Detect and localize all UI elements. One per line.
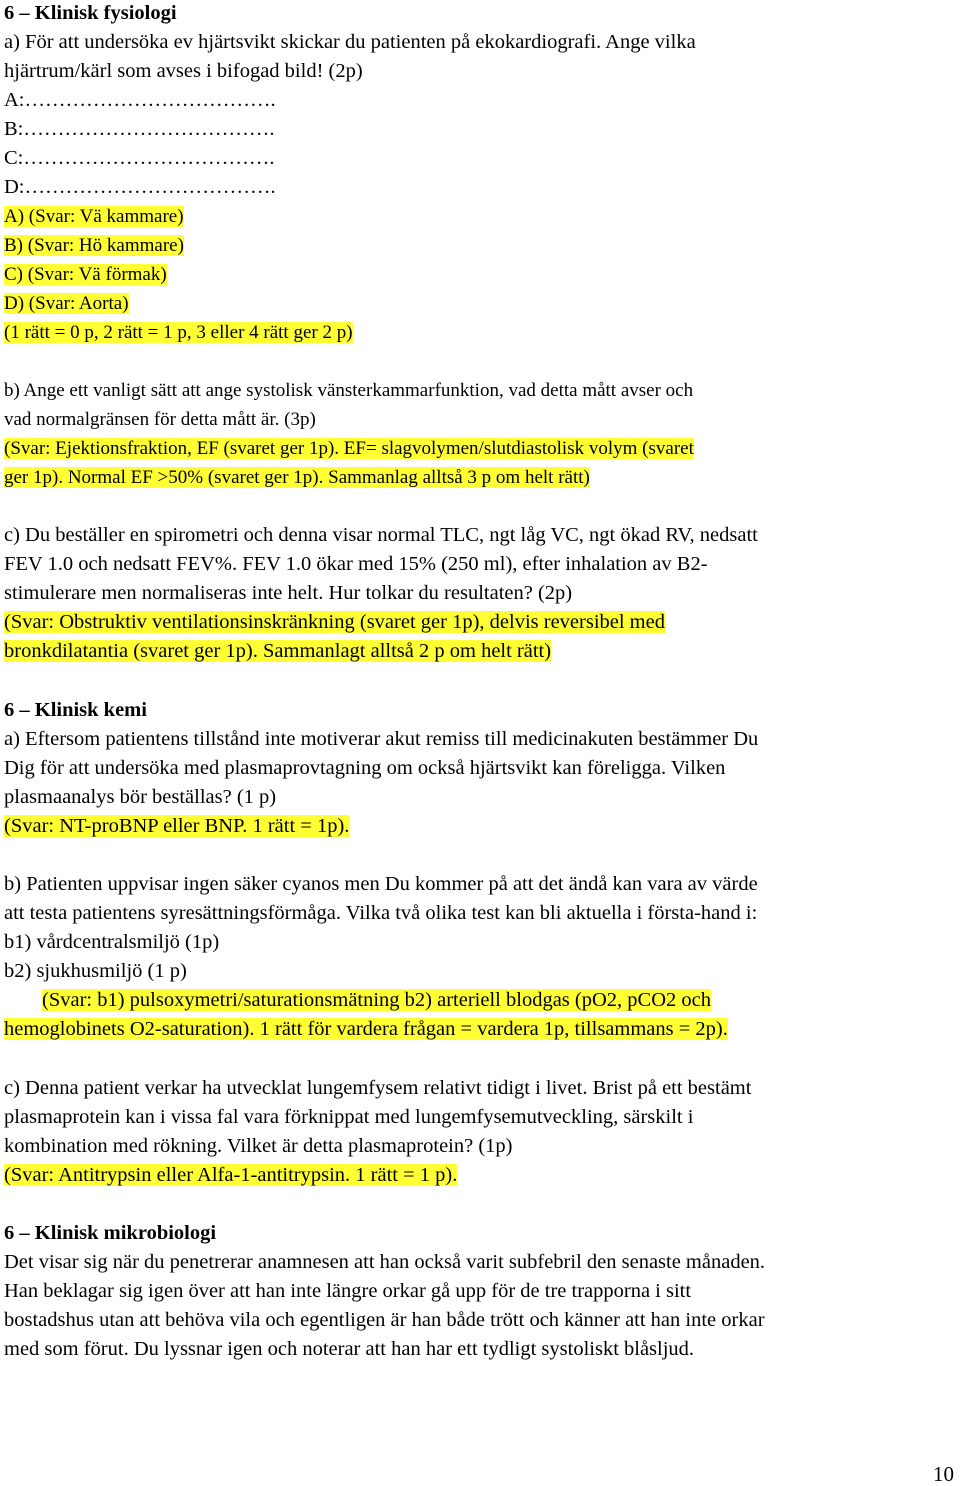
mikrobiologi-text-line-2: Han beklagar sig igen över att han inte längre orkar gå upp för de tre trapporna i sitt <box>4 1280 692 1302</box>
answer-D: D) (Svar: Aorta) <box>4 293 129 314</box>
fysiologi-b-question-line-2: vad normalgränsen för detta mått är. (3p) <box>4 409 316 430</box>
blank-line-A: A:………………………………. <box>4 89 276 111</box>
scoring-note: (1 rätt = 0 p, 2 rätt = 1 p, 3 eller 4 rätt ger 2 p) <box>4 322 353 343</box>
kemi-a-question-line-3: plasmaanalys bör beställas? (1 p) <box>4 786 277 808</box>
fysiologi-a-question-line-2: hjärtrum/kärl som avses i bifogad bild! (2p) <box>4 60 363 82</box>
kemi-b-answer-line-2: hemoglobinets O2-saturation). 1 rätt för vardera frågan = vardera 1p, tillsammans = 2p). <box>4 1018 728 1040</box>
fysiologi-b-answer-line-1: (Svar: Ejektionsfraktion, EF (svaret ger 1p). EF= slagvolymen/slutdiastolisk volym (svaret <box>4 438 694 459</box>
kemi-a-question-line-1: a) Eftersom patientens tillstånd inte motiverar akut remiss till medicinakuten bestämmer Du <box>4 728 759 750</box>
answer-A: A) (Svar: Vä kammare) <box>4 206 184 227</box>
page-number: 10 <box>933 1462 954 1486</box>
kemi-a-answer: (Svar: NT-proBNP eller BNP. 1 rätt = 1p). <box>4 815 350 837</box>
fysiologi-c-question-line-2: FEV 1.0 och nedsatt FEV%. FEV 1.0 ökar med 15% (250 ml), efter inhalation av B2- <box>4 553 708 575</box>
kemi-b1-item: b1) vårdcentralsmiljö (1p) <box>4 931 220 953</box>
fysiologi-c-question-line-1: c) Du beställer en spirometri och denna visar normal TLC, ngt låg VC, ngt ökad RV, nedsatt <box>4 524 758 546</box>
kemi-b2-item: b2) sjukhusmiljö (1 p) <box>4 960 187 982</box>
kemi-b-question-line-2: att testa patientens syresättningsförmåga. Vilka två olika test kan bli aktuella i första-hand i: <box>4 902 758 924</box>
kemi-c-question-line-2: plasmaprotein kan i vissa fal vara förknippat med lungemfysemutveckling, särskilt i <box>4 1106 694 1128</box>
section-heading-kemi: 6 – Klinisk kemi <box>4 699 147 721</box>
kemi-c-question-line-3: kombination med rökning. Vilket är detta plasmaprotein? (1p) <box>4 1135 513 1157</box>
blank-line-D: D:………………………………. <box>4 176 276 198</box>
blank-line-B: B:………………………………. <box>4 118 275 140</box>
kemi-b-answer-line-1: (Svar: b1) pulsoxymetri/saturationsmätning b2) arteriell blodgas (pO2, pCO2 och <box>42 989 711 1011</box>
kemi-a-question-line-2: Dig för att undersöka med plasmaprovtagning om också hjärtsvikt kan föreligga. Vilken <box>4 757 726 779</box>
fysiologi-c-answer-line-1: (Svar: Obstruktiv ventilationsinskränkning (svaret ger 1p), delvis reversibel med <box>4 611 665 633</box>
fysiologi-c-question-line-3: stimulerare men normaliseras inte helt. Hur tolkar du resultaten? (2p) <box>4 582 573 604</box>
kemi-c-answer: (Svar: Antitrypsin eller Alfa-1-antitrypsin. 1 rätt = 1 p). <box>4 1164 458 1186</box>
mikrobiologi-text-line-4: med som förut. Du lyssnar igen och noterar att han har ett tydligt systoliskt blåsljud. <box>4 1338 695 1360</box>
fysiologi-b-question-line-1: b) Ange ett vanligt sätt att ange systolisk vänsterkammarfunktion, vad detta mått avser och <box>4 380 694 401</box>
answer-B: B) (Svar: Hö kammare) <box>4 235 184 256</box>
kemi-c-question-line-1: c) Denna patient verkar ha utvecklat lungemfysem relativt tidigt i livet. Brist på ett bestämt <box>4 1077 752 1099</box>
mikrobiologi-text-line-1: Det visar sig när du penetrerar anamnesen att han också varit subfebril den senaste månaden. <box>4 1251 766 1273</box>
fysiologi-a-question-line-1: a) För att undersöka ev hjärtsvikt skickar du patienten på ekokardiografi. Ange vilka <box>4 31 696 53</box>
fysiologi-b-answer-line-2: ger 1p). Normal EF >50% (svaret ger 1p). Sammanlag alltså 3 p om helt rätt) <box>4 467 590 488</box>
section-heading-fysiologi: 6 – Klinisk fysiologi <box>4 2 177 24</box>
blank-line-C: C:………………………………. <box>4 147 275 169</box>
fysiologi-c-answer-line-2: bronkdilatantia (svaret ger 1p). Sammanlagt alltså 2 p om helt rätt) <box>4 640 552 662</box>
section-heading-mikrobiologi: 6 – Klinisk mikrobiologi <box>4 1222 217 1244</box>
mikrobiologi-text-line-3: bostadshus utan att behöva vila och egentligen är han både trött och känner att han inte orkar <box>4 1309 765 1331</box>
answer-C: C) (Svar: Vä förmak) <box>4 264 167 285</box>
kemi-b-question-line-1: b) Patienten uppvisar ingen säker cyanos men Du kommer på att det ändå kan vara av värde <box>4 873 758 895</box>
